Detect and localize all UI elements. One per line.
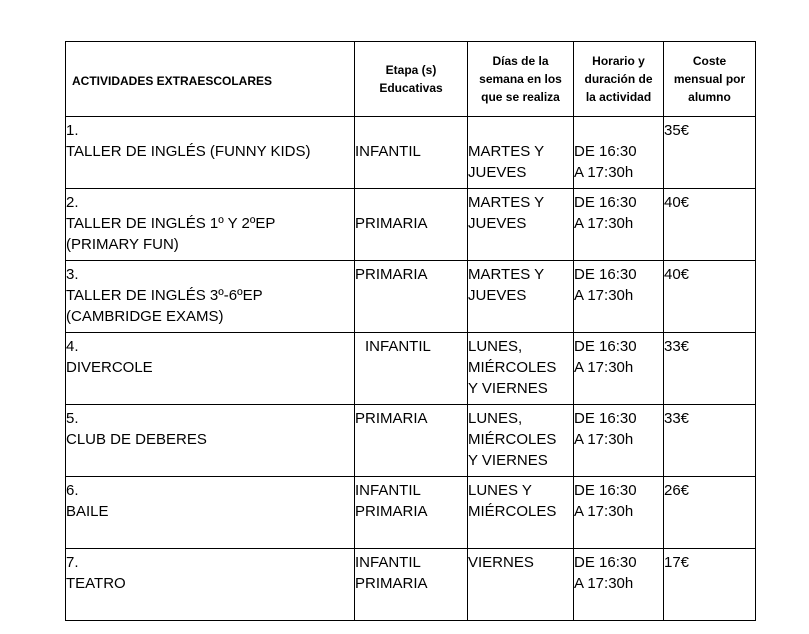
time-cell: DE 16:30 A 17:30h <box>574 189 664 261</box>
time-cell: DE 16:30 A 17:30h <box>574 261 664 333</box>
activity-number: 5. <box>66 410 79 427</box>
activity-cell <box>66 405 355 477</box>
header-time: Horario y duración de la actividad <box>574 42 664 117</box>
cost-cell: 40€ <box>664 189 756 261</box>
time-cell: DE 16:30 A 17:30h <box>574 405 664 477</box>
activity-cell <box>66 549 355 621</box>
activity-cell <box>66 189 355 261</box>
activity-cell <box>66 477 355 549</box>
header-row <box>66 42 756 117</box>
activity-name: TALLER DE INGLÉS (FUNNY KIDS) <box>66 143 311 160</box>
stage-cell: PRIMARIA <box>355 189 468 261</box>
activity-number: 3. <box>66 266 79 283</box>
activity-name: TALLER DE INGLÉS 3º-6ºEP (CAMBRIDGE EXAMS) <box>66 287 263 325</box>
days-cell: LUNES, MIÉRCOLES Y VIERNES <box>468 405 574 477</box>
activities-table <box>65 41 756 621</box>
stage-cell: INFANTIL PRIMARIA <box>355 549 468 621</box>
cost-cell: 33€ <box>664 333 756 405</box>
activity-number: 7. <box>66 554 79 571</box>
table-row <box>66 189 756 261</box>
table-row <box>66 405 756 477</box>
activity-name: TALLER DE INGLÉS 1º Y 2ºEP (PRIMARY FUN) <box>66 215 276 253</box>
time-cell: DE 16:30 A 17:30h <box>574 117 664 189</box>
days-cell: LUNES Y MIÉRCOLES <box>468 477 574 549</box>
activity-name: DIVERCOLE <box>66 359 153 376</box>
activity-name: BAILE <box>66 503 109 520</box>
cost-cell: 35€ <box>664 117 756 189</box>
stage-cell: INFANTIL PRIMARIA <box>355 477 468 549</box>
table-row <box>66 117 756 189</box>
cost-cell: 33€ <box>664 405 756 477</box>
stage-cell: PRIMARIA <box>355 405 468 477</box>
table-row <box>66 333 756 405</box>
stage-cell: PRIMARIA <box>355 261 468 333</box>
header-days: Días de la semana en los que se realiza <box>468 42 574 117</box>
activity-cell <box>66 117 355 189</box>
days-cell: MARTES Y JUEVES <box>468 261 574 333</box>
cost-cell: 26€ <box>664 477 756 549</box>
days-cell: MARTES Y JUEVES <box>468 189 574 261</box>
header-stage: Etapa (s) Educativas <box>355 42 468 117</box>
days-cell: MARTES Y JUEVES <box>468 117 574 189</box>
header-activity: ACTIVIDADES EXTRAESCOLARES <box>66 42 355 117</box>
activity-name: TEATRO <box>66 575 126 592</box>
cost-cell: 40€ <box>664 261 756 333</box>
stage-cell: INFANTIL <box>355 117 468 189</box>
days-cell: VIERNES <box>468 549 574 621</box>
time-cell: DE 16:30 A 17:30h <box>574 477 664 549</box>
activity-cell <box>66 261 355 333</box>
activity-number: 4. <box>66 338 79 355</box>
table-row <box>66 261 756 333</box>
cost-cell: 17€ <box>664 549 756 621</box>
days-cell: LUNES, MIÉRCOLES Y VIERNES <box>468 333 574 405</box>
table-row <box>66 477 756 549</box>
time-cell: DE 16:30 A 17:30h <box>574 333 664 405</box>
activity-number: 1. <box>66 122 79 139</box>
header-cost: Coste mensual por alumno <box>664 42 756 117</box>
activity-name: CLUB DE DEBERES <box>66 431 207 448</box>
activity-cell <box>66 333 355 405</box>
stage-cell: INFANTIL <box>355 333 468 405</box>
table-row <box>66 549 756 621</box>
activity-number: 2. <box>66 194 79 211</box>
time-cell: DE 16:30 A 17:30h <box>574 549 664 621</box>
activity-number: 6. <box>66 482 79 499</box>
